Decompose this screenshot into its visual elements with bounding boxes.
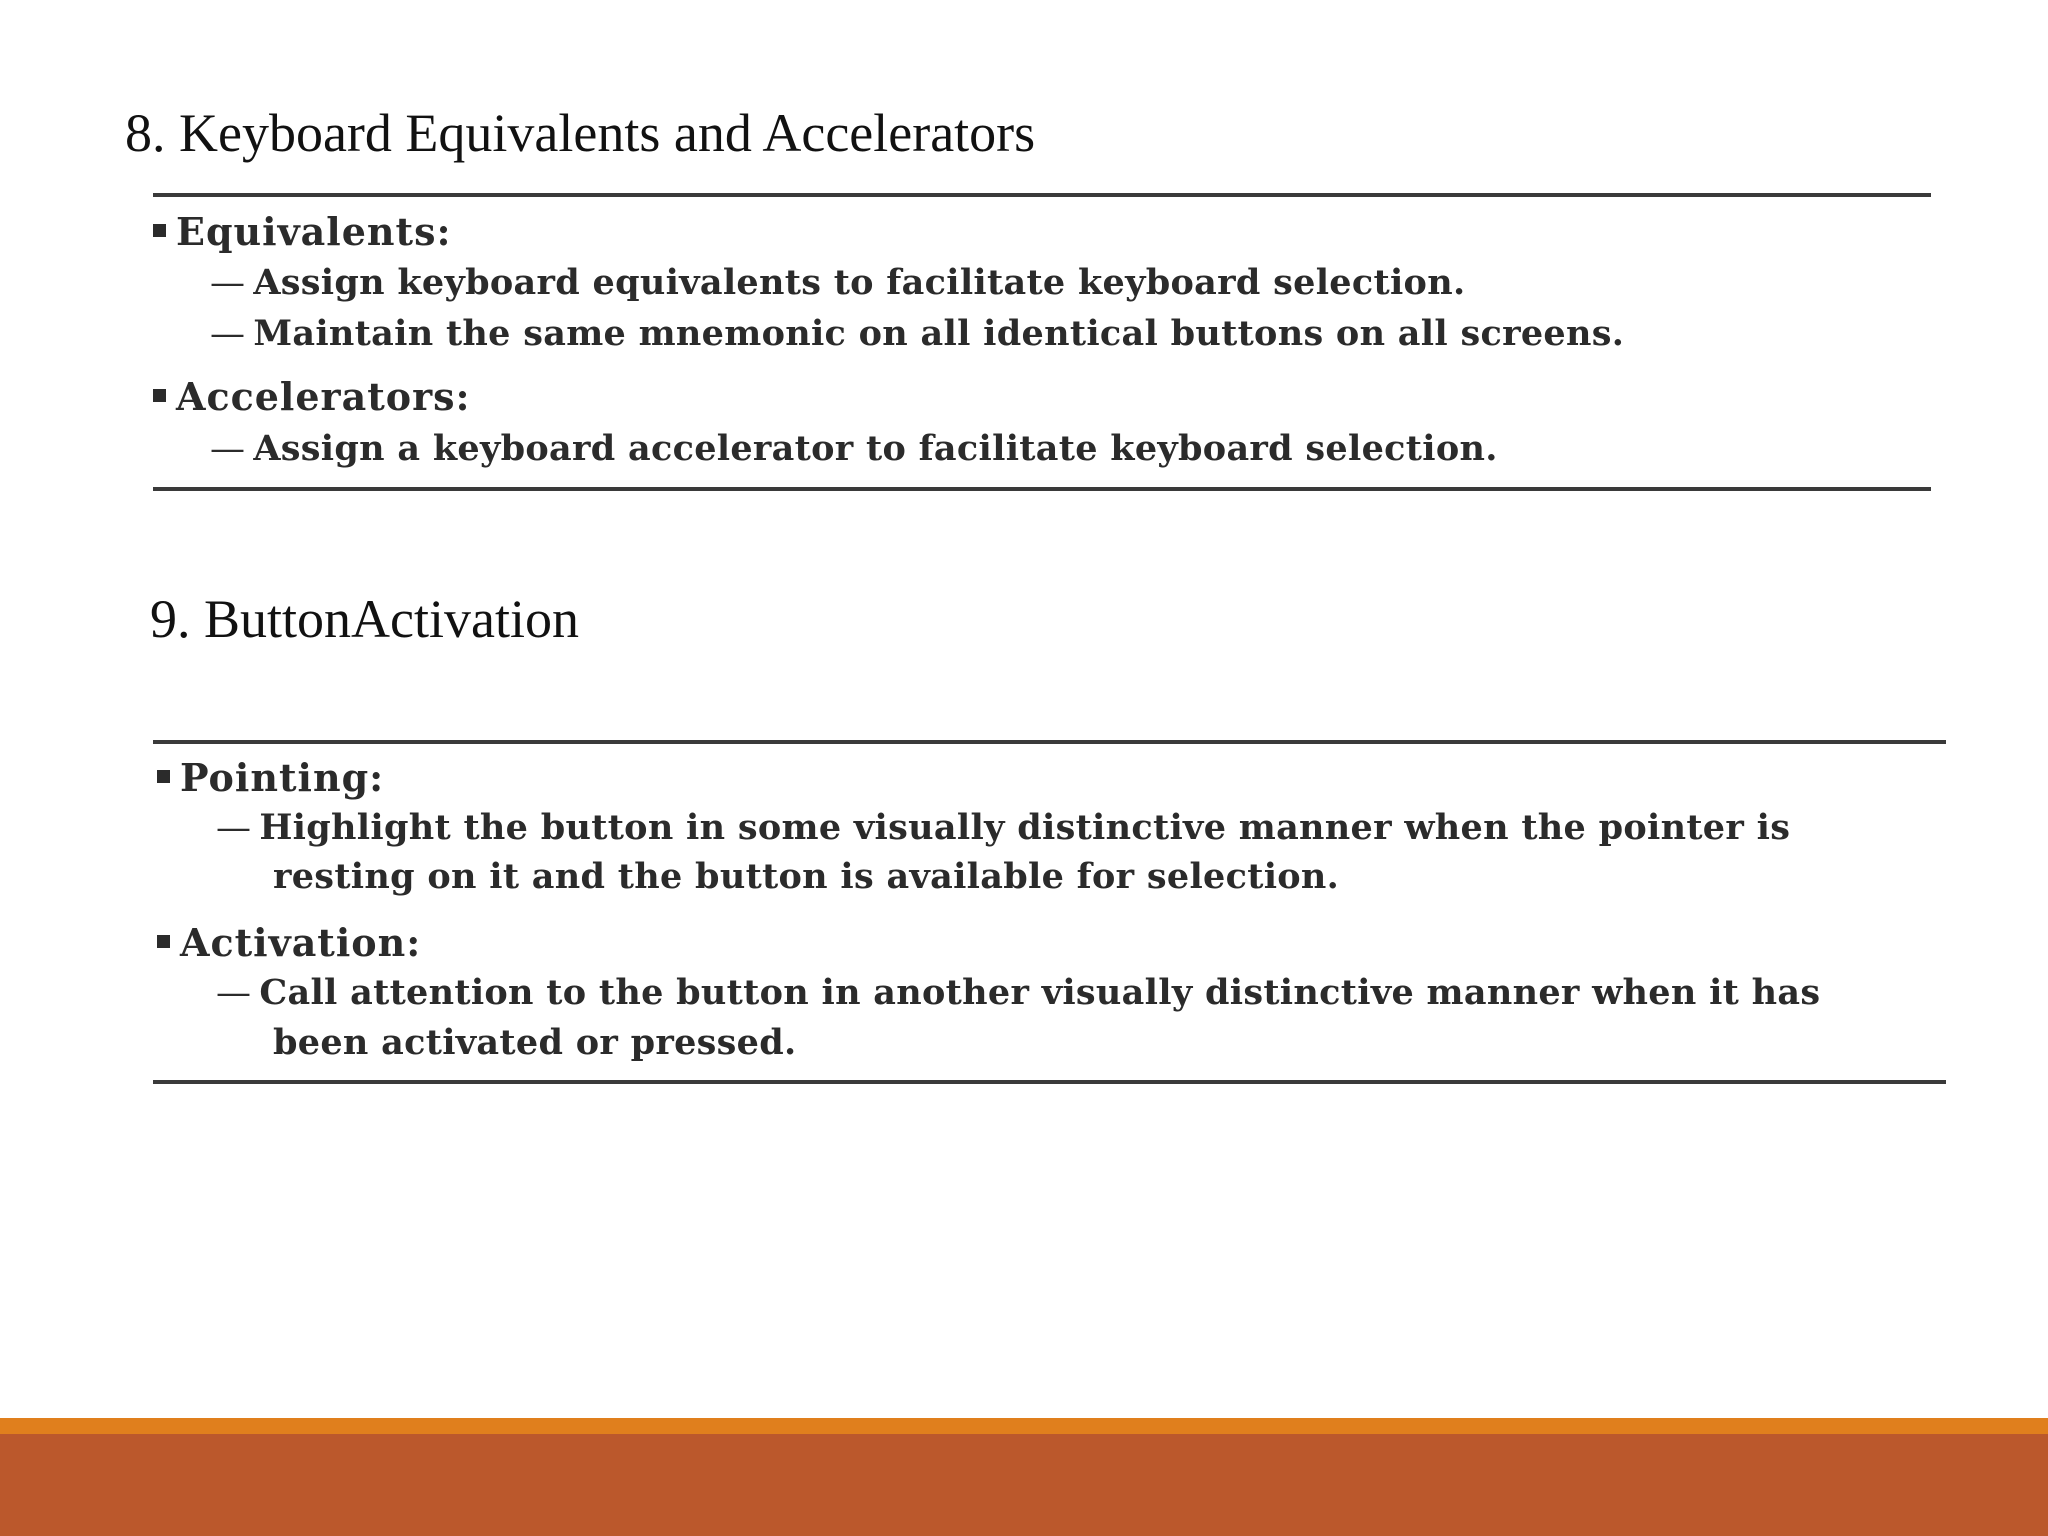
footer-band bbox=[0, 1434, 2048, 1536]
square-bullet-icon bbox=[157, 770, 170, 783]
equivalents-label bbox=[153, 209, 452, 254]
square-bullet-icon bbox=[153, 224, 166, 237]
activation-item-1 bbox=[216, 972, 1821, 1013]
section-8-heading: 8. Keyboard Equivalents and Accelerators bbox=[125, 103, 1036, 163]
em-dash-icon: — bbox=[210, 429, 246, 469]
em-dash-icon: — bbox=[210, 263, 246, 303]
equivalents-label-text: Equivalents: bbox=[176, 209, 452, 254]
accelerators-label bbox=[153, 374, 471, 419]
section-8-bottom-rule bbox=[153, 487, 1931, 491]
section-9-heading: 9. ButtonActivation bbox=[150, 589, 579, 649]
equivalents-item-2 bbox=[210, 313, 1625, 354]
section-9-bottom-rule bbox=[153, 1080, 1946, 1084]
em-dash-icon: — bbox=[210, 314, 246, 354]
equivalents-item-1-text: Assign keyboard equivalents to facilitate keyboard selection. bbox=[253, 262, 1466, 303]
em-dash-icon: — bbox=[216, 808, 252, 848]
square-bullet-icon bbox=[153, 389, 166, 402]
accelerators-item-1 bbox=[210, 428, 1498, 469]
section-9-top-rule bbox=[153, 740, 1946, 744]
square-bullet-icon bbox=[157, 935, 170, 948]
footer-accent-stripe bbox=[0, 1418, 2048, 1434]
activation-label bbox=[157, 920, 422, 965]
activation-label-text: Activation: bbox=[180, 920, 422, 965]
em-dash-icon: — bbox=[216, 973, 252, 1013]
pointing-item-1-continuation: resting on it and the button is available for selection. bbox=[273, 856, 1340, 897]
pointing-item-1 bbox=[216, 807, 1791, 848]
accelerators-label-text: Accelerators: bbox=[176, 374, 471, 419]
pointing-item-1-line1: Highlight the button in some visually distinctive manner when the pointer is bbox=[259, 807, 1791, 848]
activation-item-1-line1: Call attention to the button in another visually distinctive manner when it has bbox=[259, 972, 1821, 1013]
pointing-label-text: Pointing: bbox=[180, 755, 385, 800]
activation-item-1-continuation: been activated or pressed. bbox=[273, 1022, 797, 1063]
accelerators-item-1-text: Assign a keyboard accelerator to facilitate keyboard selection. bbox=[253, 428, 1498, 469]
section-8-top-rule bbox=[153, 193, 1931, 197]
equivalents-item-2-text: Maintain the same mnemonic on all identical buttons on all screens. bbox=[253, 313, 1625, 354]
equivalents-item-1 bbox=[210, 262, 1466, 303]
pointing-label bbox=[157, 755, 385, 800]
